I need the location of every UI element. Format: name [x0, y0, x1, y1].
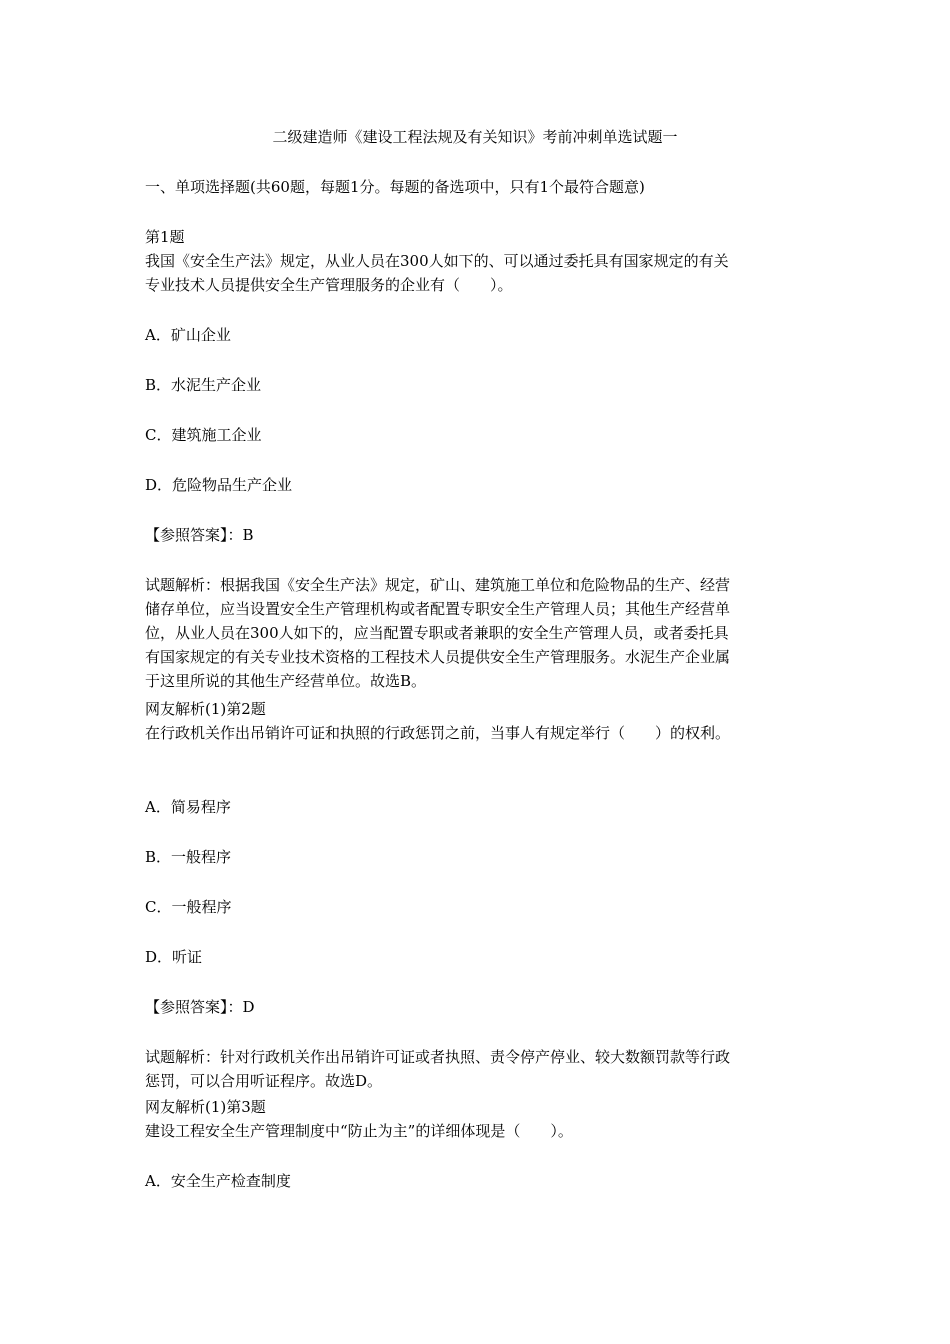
document-title: 二级建造师《建设工程法规及有关知识》考前冲刺单选试题一: [272, 128, 678, 146]
explanation-line: 惩罚，可以合用听证程序。故选D。: [145, 1072, 383, 1090]
option-c: C．一般程序: [145, 898, 232, 916]
question-number: 第1题: [145, 228, 185, 246]
section-heading: 一、单项选择题(共60题，每题1分。每题的备选项中，只有1个最符合题意): [145, 178, 645, 196]
question-stem-line: 在行政机关作出吊销许可证和执照的行政惩罚之前，当事人有规定举行（ ）的权利。: [145, 724, 731, 742]
option-a: A．安全生产检查制度: [145, 1172, 291, 1190]
explanation-line: 储存单位，应当设置安全生产管理机构或者配置专职安全生产管理人员；其他生产经营单: [145, 600, 731, 618]
explanation-line: 有国家规定的有关专业技术资格的工程技术人员提供安全生产管理服务。水泥生产企业属: [145, 648, 731, 666]
explanation-line: 于这里所说的其他生产经营单位。故选B。: [145, 672, 427, 690]
question-stem-line: 专业技术人员提供安全生产管理服务的企业有（ ）。: [145, 276, 513, 294]
question-number: 网友解析(1)第2题: [145, 700, 266, 718]
question-number: 网友解析(1)第3题: [145, 1098, 266, 1116]
question-stem-line: 建设工程安全生产管理制度中“防止为主”的详细体现是（ ）。: [145, 1122, 573, 1140]
option-b: B．一般程序: [145, 848, 232, 866]
option-b: B．水泥生产企业: [145, 376, 262, 394]
explanation-line: 试题解析：针对行政机关作出吊销许可证或者执照、责令停产停业、较大数额罚款等行政: [145, 1048, 731, 1066]
explanation-line: 试题解析：根据我国《安全生产法》规定，矿山、建筑施工单位和危险物品的生产、经营: [145, 576, 731, 594]
option-a: A．简易程序: [145, 798, 231, 816]
reference-answer: 【参照答案】：D: [145, 998, 255, 1016]
option-d: D．危险物品生产企业: [145, 476, 293, 494]
reference-answer: 【参照答案】：B: [145, 526, 254, 544]
explanation-line: 位，从业人员在300人如下的，应当配置专职或者兼职的安全生产管理人员，或者委托具: [145, 624, 729, 642]
option-a: A．矿山企业: [145, 326, 231, 344]
option-c: C．建筑施工企业: [145, 426, 262, 444]
option-d: D．听证: [145, 948, 203, 966]
question-stem-line: 我国《安全生产法》规定，从业人员在300人如下的、可以通过委托具有国家规定的有关: [145, 252, 729, 270]
